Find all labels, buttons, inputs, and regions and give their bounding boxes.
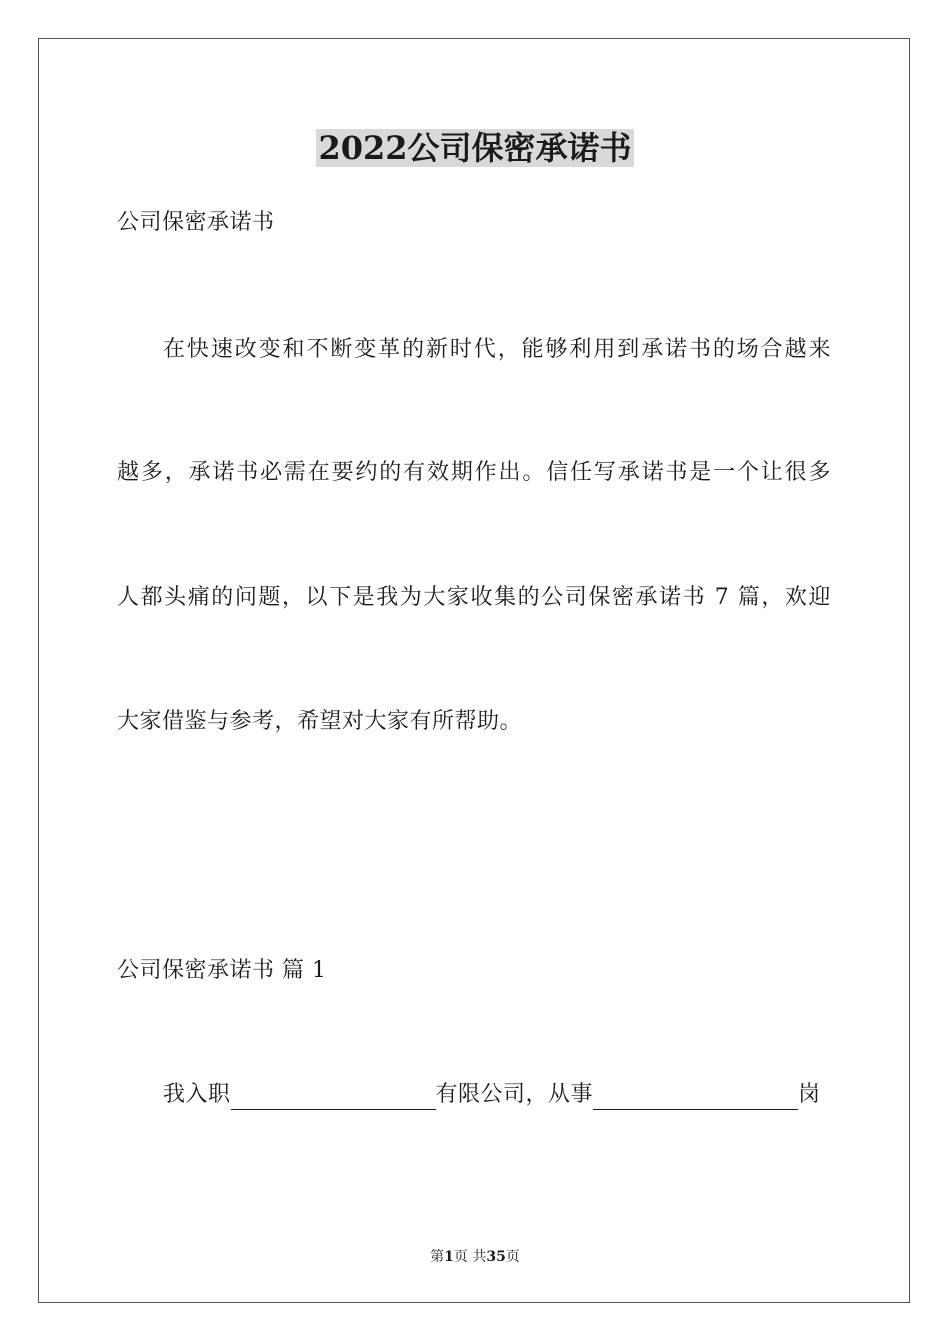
footer-current-page: 1 xyxy=(444,1249,454,1265)
pledge-text-middle: 有限公司，从事 xyxy=(435,1082,594,1107)
position-blank[interactable] xyxy=(593,1085,798,1110)
document-title xyxy=(0,126,950,170)
pledge-text-start: 我入职 xyxy=(163,1082,231,1107)
document-title-text: 2022公司保密承诺书 xyxy=(318,129,632,167)
document-subtitle: 公司保密承诺书 xyxy=(117,210,275,235)
footer-suffix: 页 xyxy=(505,1249,520,1265)
intro-paragraph-line: 人都头痛的问题，以下是我为大家收集的公司保密承诺书 7 篇，欢迎 xyxy=(117,585,831,610)
footer-middle: 页 共 xyxy=(453,1249,487,1265)
section-heading: 公司保密承诺书 篇 1 xyxy=(117,958,327,983)
pledge-text-end: 岗 xyxy=(798,1082,821,1107)
intro-paragraph-line: 在快速改变和不断变革的新时代，能够利用到承诺书的场合越来 xyxy=(163,337,831,362)
page-footer xyxy=(0,1248,950,1266)
pledge-line xyxy=(163,1080,821,1110)
footer-total-pages: 35 xyxy=(486,1249,506,1265)
footer-prefix: 第 xyxy=(430,1249,445,1265)
company-name-blank[interactable] xyxy=(231,1085,436,1110)
intro-paragraph-line: 越多，承诺书必需在要约的有效期作出。信任写承诺书是一个让很多 xyxy=(117,460,831,485)
intro-paragraph-line: 大家借鉴与参考，希望对大家有所帮助。 xyxy=(117,709,523,734)
